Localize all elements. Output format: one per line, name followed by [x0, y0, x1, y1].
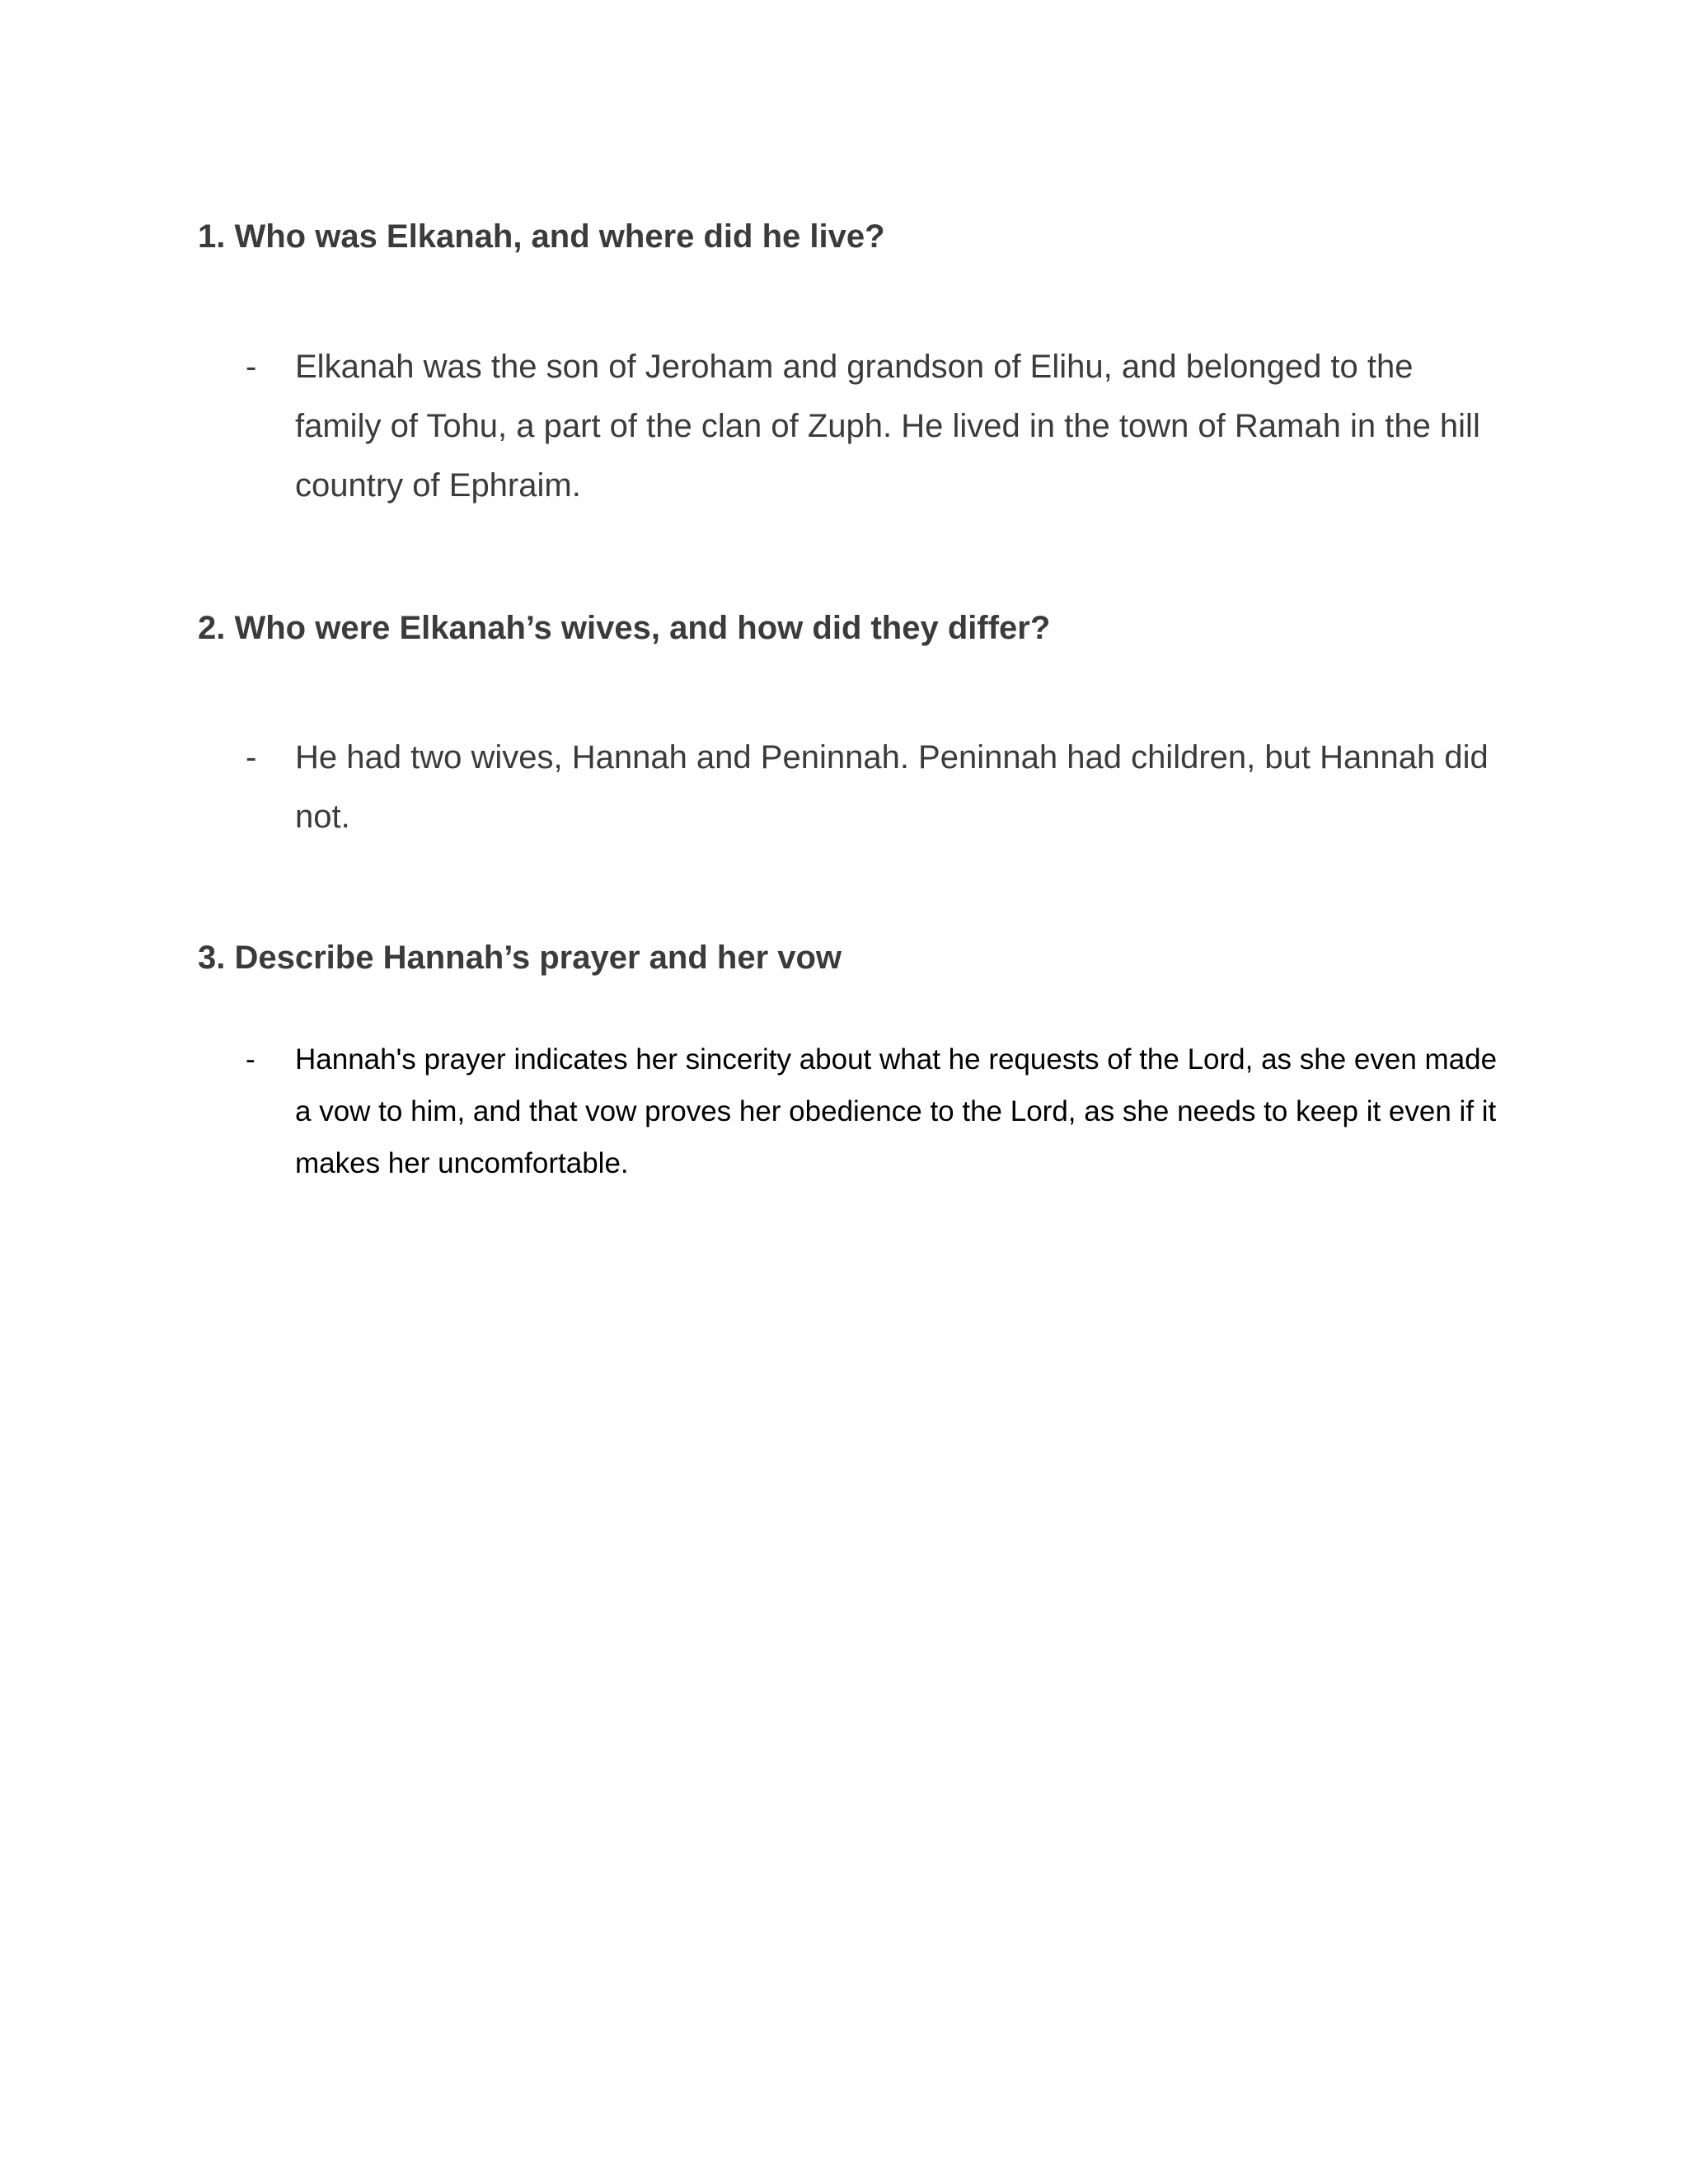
- answer-1-text: Elkanah was the son of Jeroham and grandson of Elihu, and belonged to the family of Tohu, a part of the clan of Zuph. He lived in the town of Ramah in the hill country of Ephraim.: [295, 349, 1480, 504]
- question-2-heading: 2. Who were Elkanah’s wives, and how did they differ?: [198, 610, 1051, 646]
- dash-bullet: -: [246, 1043, 256, 1076]
- answer-3-item: [246, 1033, 1498, 1189]
- question-3-heading: 3. Describe Hannah’s prayer and her vow: [198, 940, 842, 976]
- answer-1-item: [246, 337, 1498, 515]
- answer-2-text: He had two wives, Hannah and Peninnah. Peninnah had children, but Hannah did not.: [295, 739, 1489, 835]
- dash-bullet: -: [246, 739, 257, 776]
- answer-1-list: [246, 337, 1498, 515]
- dash-bullet: -: [246, 349, 257, 385]
- answer-3-text: Hannah's prayer indicates her sincerity about what he requests of the Lord, as she even made a vow to him, and that vow proves her obedience to the Lord, as she needs to keep it even if it makes her uncomfortable.: [295, 1043, 1498, 1179]
- answer-2-list: [246, 728, 1498, 846]
- answer-3-list: [246, 1033, 1498, 1189]
- question-1-heading: 1. Who was Elkanah, and where did he live?: [198, 218, 885, 255]
- answer-2-item: [246, 728, 1498, 846]
